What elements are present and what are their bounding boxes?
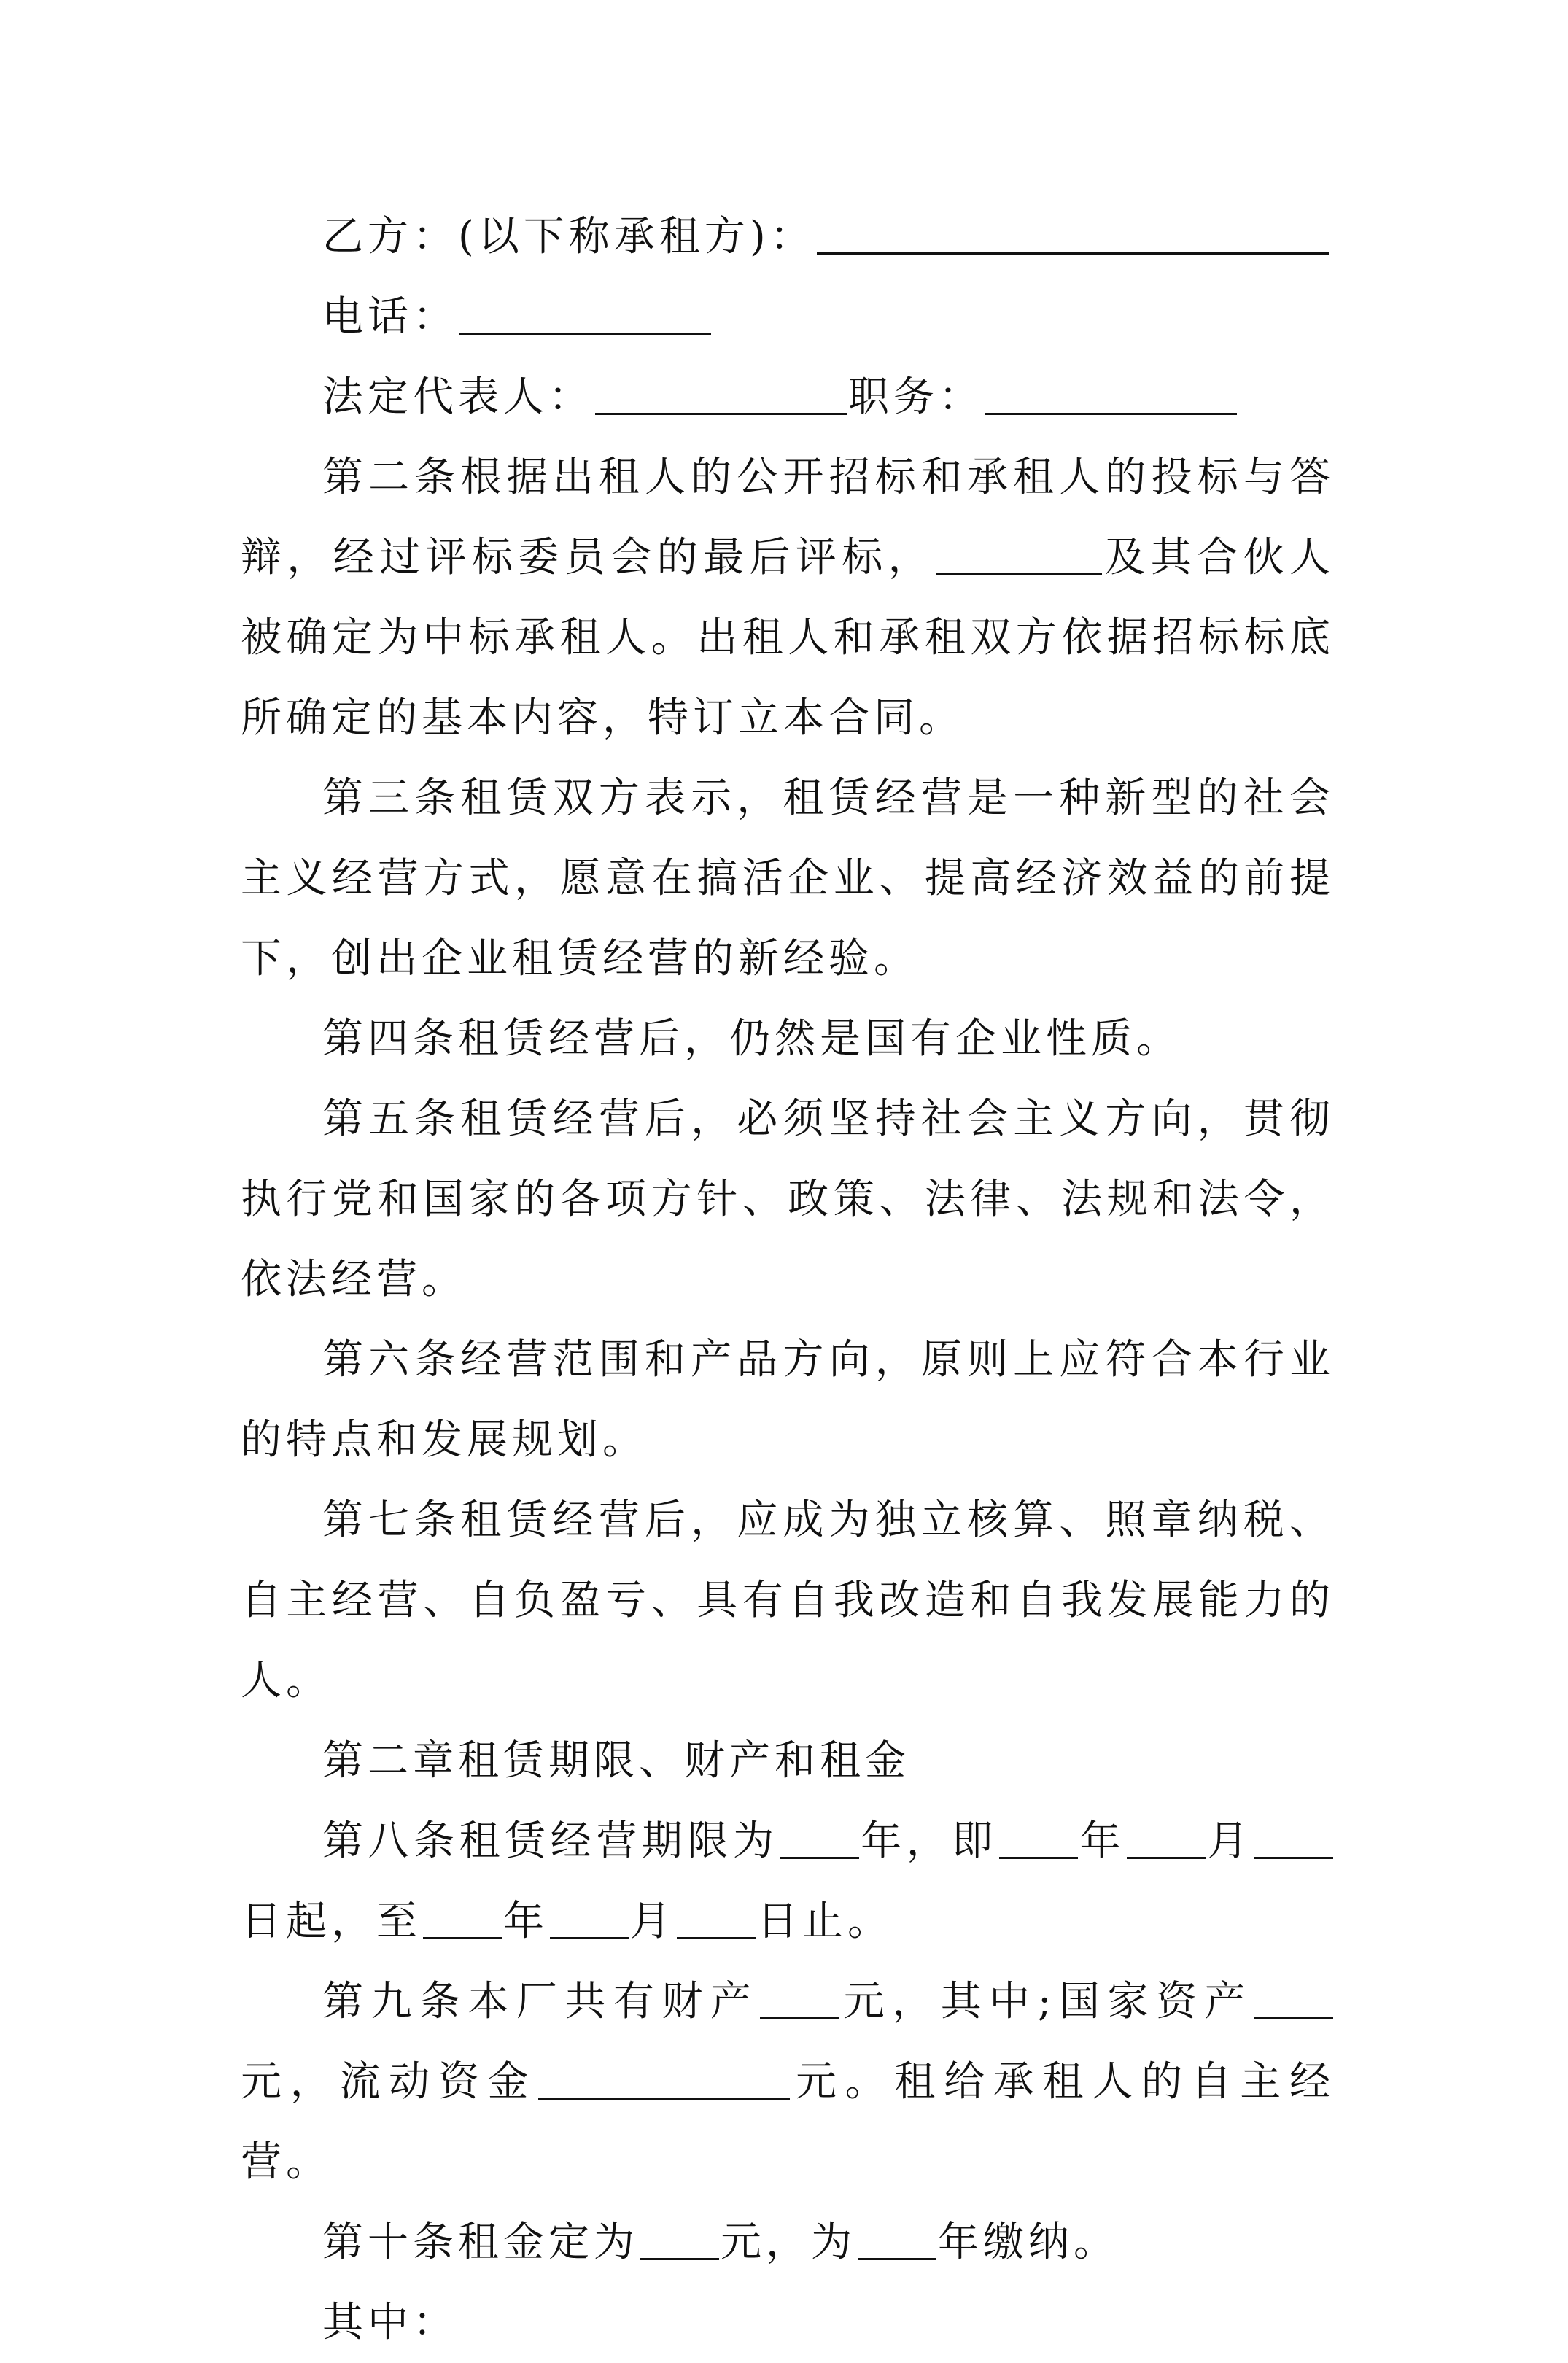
article-2-text-a: 第二条根据出租人的公开招标和承租人的投标与答辩，经过评标委员会的最后评标， [241, 454, 1335, 581]
article-5: 第五条租赁经营后，必须坚持社会主义方向，贯彻执行党和国家的各项方针、政策、法律、法规和法令，依法经营。 [241, 1095, 1335, 1303]
year-text: 年 [860, 1817, 907, 1865]
start-year-blank[interactable] [999, 1816, 1078, 1859]
article-10 [241, 2203, 1335, 2283]
rent-amount-blank[interactable] [640, 2217, 719, 2260]
article-9-text-c: ，流动资金 [290, 2058, 537, 2106]
contract-body [241, 197, 1335, 2363]
working-capital-blank[interactable] [538, 2057, 790, 2100]
total-assets-blank[interactable] [760, 1976, 839, 2019]
article-9 [241, 1962, 1335, 2203]
month-text: 月 [1206, 1817, 1254, 1865]
article-7: 第七条租赁经营后，应成为独立核算、照章纳税、自主经营、自负盈亏、具有自我改造和自我发展能力的人。 [241, 1497, 1335, 1704]
year-text: 年 [1079, 1817, 1125, 1865]
representative-line [241, 357, 1335, 438]
month-text: 月 [630, 1898, 675, 1945]
party-b-blank[interactable] [817, 212, 1329, 255]
year-text: 年 [503, 1898, 548, 1945]
article-9-text-b: ，其中;国家资产 [892, 1978, 1254, 2025]
yuan-text: 元 [241, 2058, 290, 2106]
article-10-text-b: 元，为 [721, 2219, 856, 2266]
article-10-text-a: 第十条租金定为 [322, 2219, 639, 2266]
winner-blank[interactable] [936, 532, 1102, 575]
ji-text: ，即 [906, 1817, 998, 1865]
article-8 [241, 1801, 1335, 1962]
article-4: 第四条租赁经营后，仍然是国有企业性质。 [322, 1015, 1181, 1063]
phone-line [241, 277, 1335, 357]
article-6: 第六条经营范围和产品方向，原则上应符合本行业的特点和发展规划。 [241, 1336, 1335, 1464]
day-until-text: 日止。 [757, 1898, 893, 1945]
article-9-text-a: 第九条本厂共有财产 [322, 1978, 759, 2025]
position-blank[interactable] [985, 372, 1237, 415]
yuan-text: 元 [840, 1978, 893, 2025]
party-b-line [241, 197, 1335, 277]
article-2 [241, 438, 1335, 758]
qizhong-line: 其中： [322, 2299, 458, 2346]
representative-blank[interactable] [595, 372, 847, 415]
article-8-text-a: 第八条租赁经营期限为 [322, 1817, 779, 1865]
end-month-blank[interactable] [550, 1896, 629, 1939]
article-3: 第三条租赁双方表示，租赁经营是一种新型的社会主义经营方式，愿意在搞活企业、提高经济效益的前提下，创出企业租赁经营的新经验。 [241, 775, 1335, 982]
article-2-text-b: 及其合伙人被确定为中标承租人。出租人和承租双方依据招标标底所确定的基本内容，特订立本合同。 [241, 534, 1335, 742]
day-from-text: 日起，至 [241, 1898, 422, 1945]
phone-label: 电话： [322, 293, 458, 341]
party-b-label: 乙方：(以下称承租方)： [322, 213, 815, 260]
lease-years-blank[interactable] [780, 1816, 859, 1859]
start-day-blank[interactable] [1254, 1816, 1333, 1859]
phone-blank[interactable] [459, 292, 711, 335]
representative-label: 法定代表人： [322, 373, 594, 421]
start-month-blank[interactable] [1127, 1816, 1206, 1859]
position-label: 职务： [848, 373, 984, 421]
chapter-2-heading: 第二章租赁期限、财产和租金 [322, 1737, 910, 1785]
end-day-blank[interactable] [677, 1896, 756, 1939]
end-year-blank[interactable] [423, 1896, 502, 1939]
article-10-text-c: 年缴纳。 [938, 2219, 1119, 2266]
state-assets-blank[interactable] [1254, 1976, 1333, 2019]
payment-period-blank[interactable] [858, 2217, 936, 2260]
article-9-text-d: 元。租给承租人的自主经营。 [241, 2058, 1335, 2186]
